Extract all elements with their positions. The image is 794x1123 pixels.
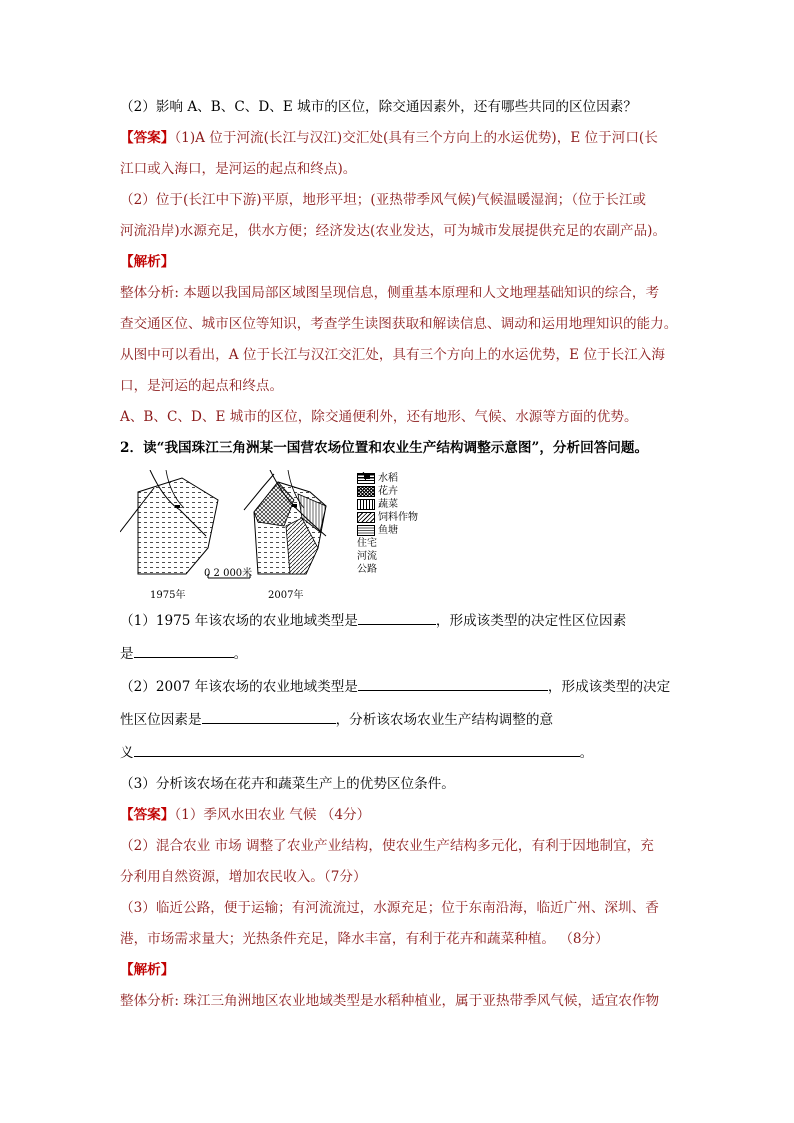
legend-flowers: 花卉	[357, 485, 418, 498]
answer-blank-3[interactable]	[358, 676, 548, 691]
answer-2-part-3-line-1: （3）临近公路，便于运输；有河流流过，水源充足；位于东南沿海，临近广州、深圳、香	[120, 900, 659, 916]
fish-pond-swatch-icon	[357, 525, 375, 536]
answer-2-part-2-line-2: 分利用自然资源，增加农民收入。（7分）	[120, 869, 367, 885]
analysis-1-line-3: 从图中可以看出，A 位于长江与汉江交汇处，具有三个方向上的水运优势，E 位于长江入海	[120, 347, 665, 363]
answer-blank-1[interactable]	[358, 610, 436, 625]
answer-blank-4[interactable]	[202, 709, 336, 724]
legend-rice: 水稻	[357, 472, 418, 485]
analysis-1-line-5: A、B、C、D、E 城市的区位，除交通便利外，还有地形、气候、水源等方面的优势。	[120, 409, 638, 425]
answer-1-part-1-line-1	[120, 129, 680, 148]
map-legend	[357, 472, 418, 576]
analysis-tag-2: 【解析】	[120, 962, 175, 978]
question-2-part-1-line-1: （1）1975 年该农场的农业地域类型是 ，形成该类型的决定性区位因素	[120, 610, 680, 631]
question-2-part-3: （3）分析该农场在花卉和蔬菜生产上的优势区位条件。	[120, 776, 455, 792]
road-icon	[357, 472, 375, 481]
legend-fish-pond: 鱼塘	[357, 524, 418, 537]
question-2-part-2-line-3: 义 。	[120, 742, 680, 763]
answer-1-part-2-line-1: （2）位于(长江中下游)平原，地形平坦；(亚热带季风气候)气候温暖湿润；（位于长江或	[120, 192, 647, 208]
farm-map-figure	[120, 470, 440, 600]
legend-feed-crops: 饲料作物	[357, 511, 418, 524]
question-2-title: 2．读“我国珠江三角洲某一国营农场位置和农业生产结构调整示意图”，分析回答问题。	[120, 440, 649, 456]
analysis-1-line-4: 口，是河运的起点和终点。	[120, 378, 284, 394]
answer-1-part-2-line-2: 河流沿岸)水源充足，供水方便；经济发达(农业发达，可为城市发展提供充足的农副产品)。	[120, 223, 667, 239]
residence-1975	[175, 505, 180, 508]
legend-road: 公路	[357, 563, 418, 576]
question-2-part-2-line-2: 性区位因素是 ，分析该农场农业生产结构调整的意	[120, 709, 680, 730]
answer-blank-2[interactable]	[134, 643, 234, 658]
answer-tag: 【答案】	[120, 130, 175, 146]
analysis-tag: 【解析】	[120, 254, 175, 270]
answer-1-part-1-line-2: 江口或入海口，是河运的起点和终点)。	[120, 161, 357, 177]
legend-river: 河流	[357, 550, 418, 563]
content-column	[120, 98, 680, 1023]
analysis-1-line-1: 整体分析: 本题以我国局部区域图呈现信息，侧重基本原理和人文地理基础知识的综合，考	[120, 285, 660, 301]
year-2007-label: 2007年	[268, 590, 304, 601]
answer-blank-5[interactable]	[134, 742, 580, 757]
answer-1-text: （1)A 位于河流(长江与汉江)交汇处(具有三个方向上的水运优势)，E 位于河口(长	[174, 130, 658, 146]
flowers-swatch-icon	[357, 486, 375, 497]
legend-residence: 住宅	[357, 537, 418, 550]
answer-tag-2: 【答案】	[120, 807, 175, 823]
answer-2-part-3-line-2: 港，市场需求量大；光热条件充足，降水丰富，有利于花卉和蔬菜种植。 （8分）	[120, 931, 609, 947]
feed-crops-swatch-icon	[357, 512, 375, 523]
scale-label: 0 2 000米	[204, 568, 253, 579]
analysis-2-line-1: 整体分析: 珠江三角洲地区农业地域类型是水稻种植业，属于亚热带季风气候，适宜农作物	[120, 993, 660, 1009]
answer-2-part-2-line-1: （2）混合农业 市场 调整了农业产业结构，使农业生产结构多元化，有利于因地制宜，充	[120, 838, 654, 854]
residence-2007	[292, 504, 297, 507]
answer-2-part-1: 【答案】（1）季风水田农业 气候 （4分）	[120, 807, 371, 823]
year-1975-label: 1975年	[150, 590, 186, 601]
question-2-part-1-line-2: 是 。	[120, 643, 680, 664]
question-2-part-2-line-1: （2）2007 年该农场的农业地域类型是 ，形成该类型的决定	[120, 676, 680, 697]
farm-map-svg	[120, 470, 360, 600]
analysis-1-line-2: 查交通区位、城市区位等知识，考查学生读图获取和解读信息、调动和运用地理知识的能力。	[120, 316, 678, 332]
legend-vegetables: 蔬菜	[357, 498, 418, 511]
vegetables-swatch-icon	[357, 499, 375, 510]
question-1-part-2: （2）影响 A、B、C、D、E 城市的区位，除交通因素外，还有哪些共同的区位因素？	[120, 99, 637, 115]
